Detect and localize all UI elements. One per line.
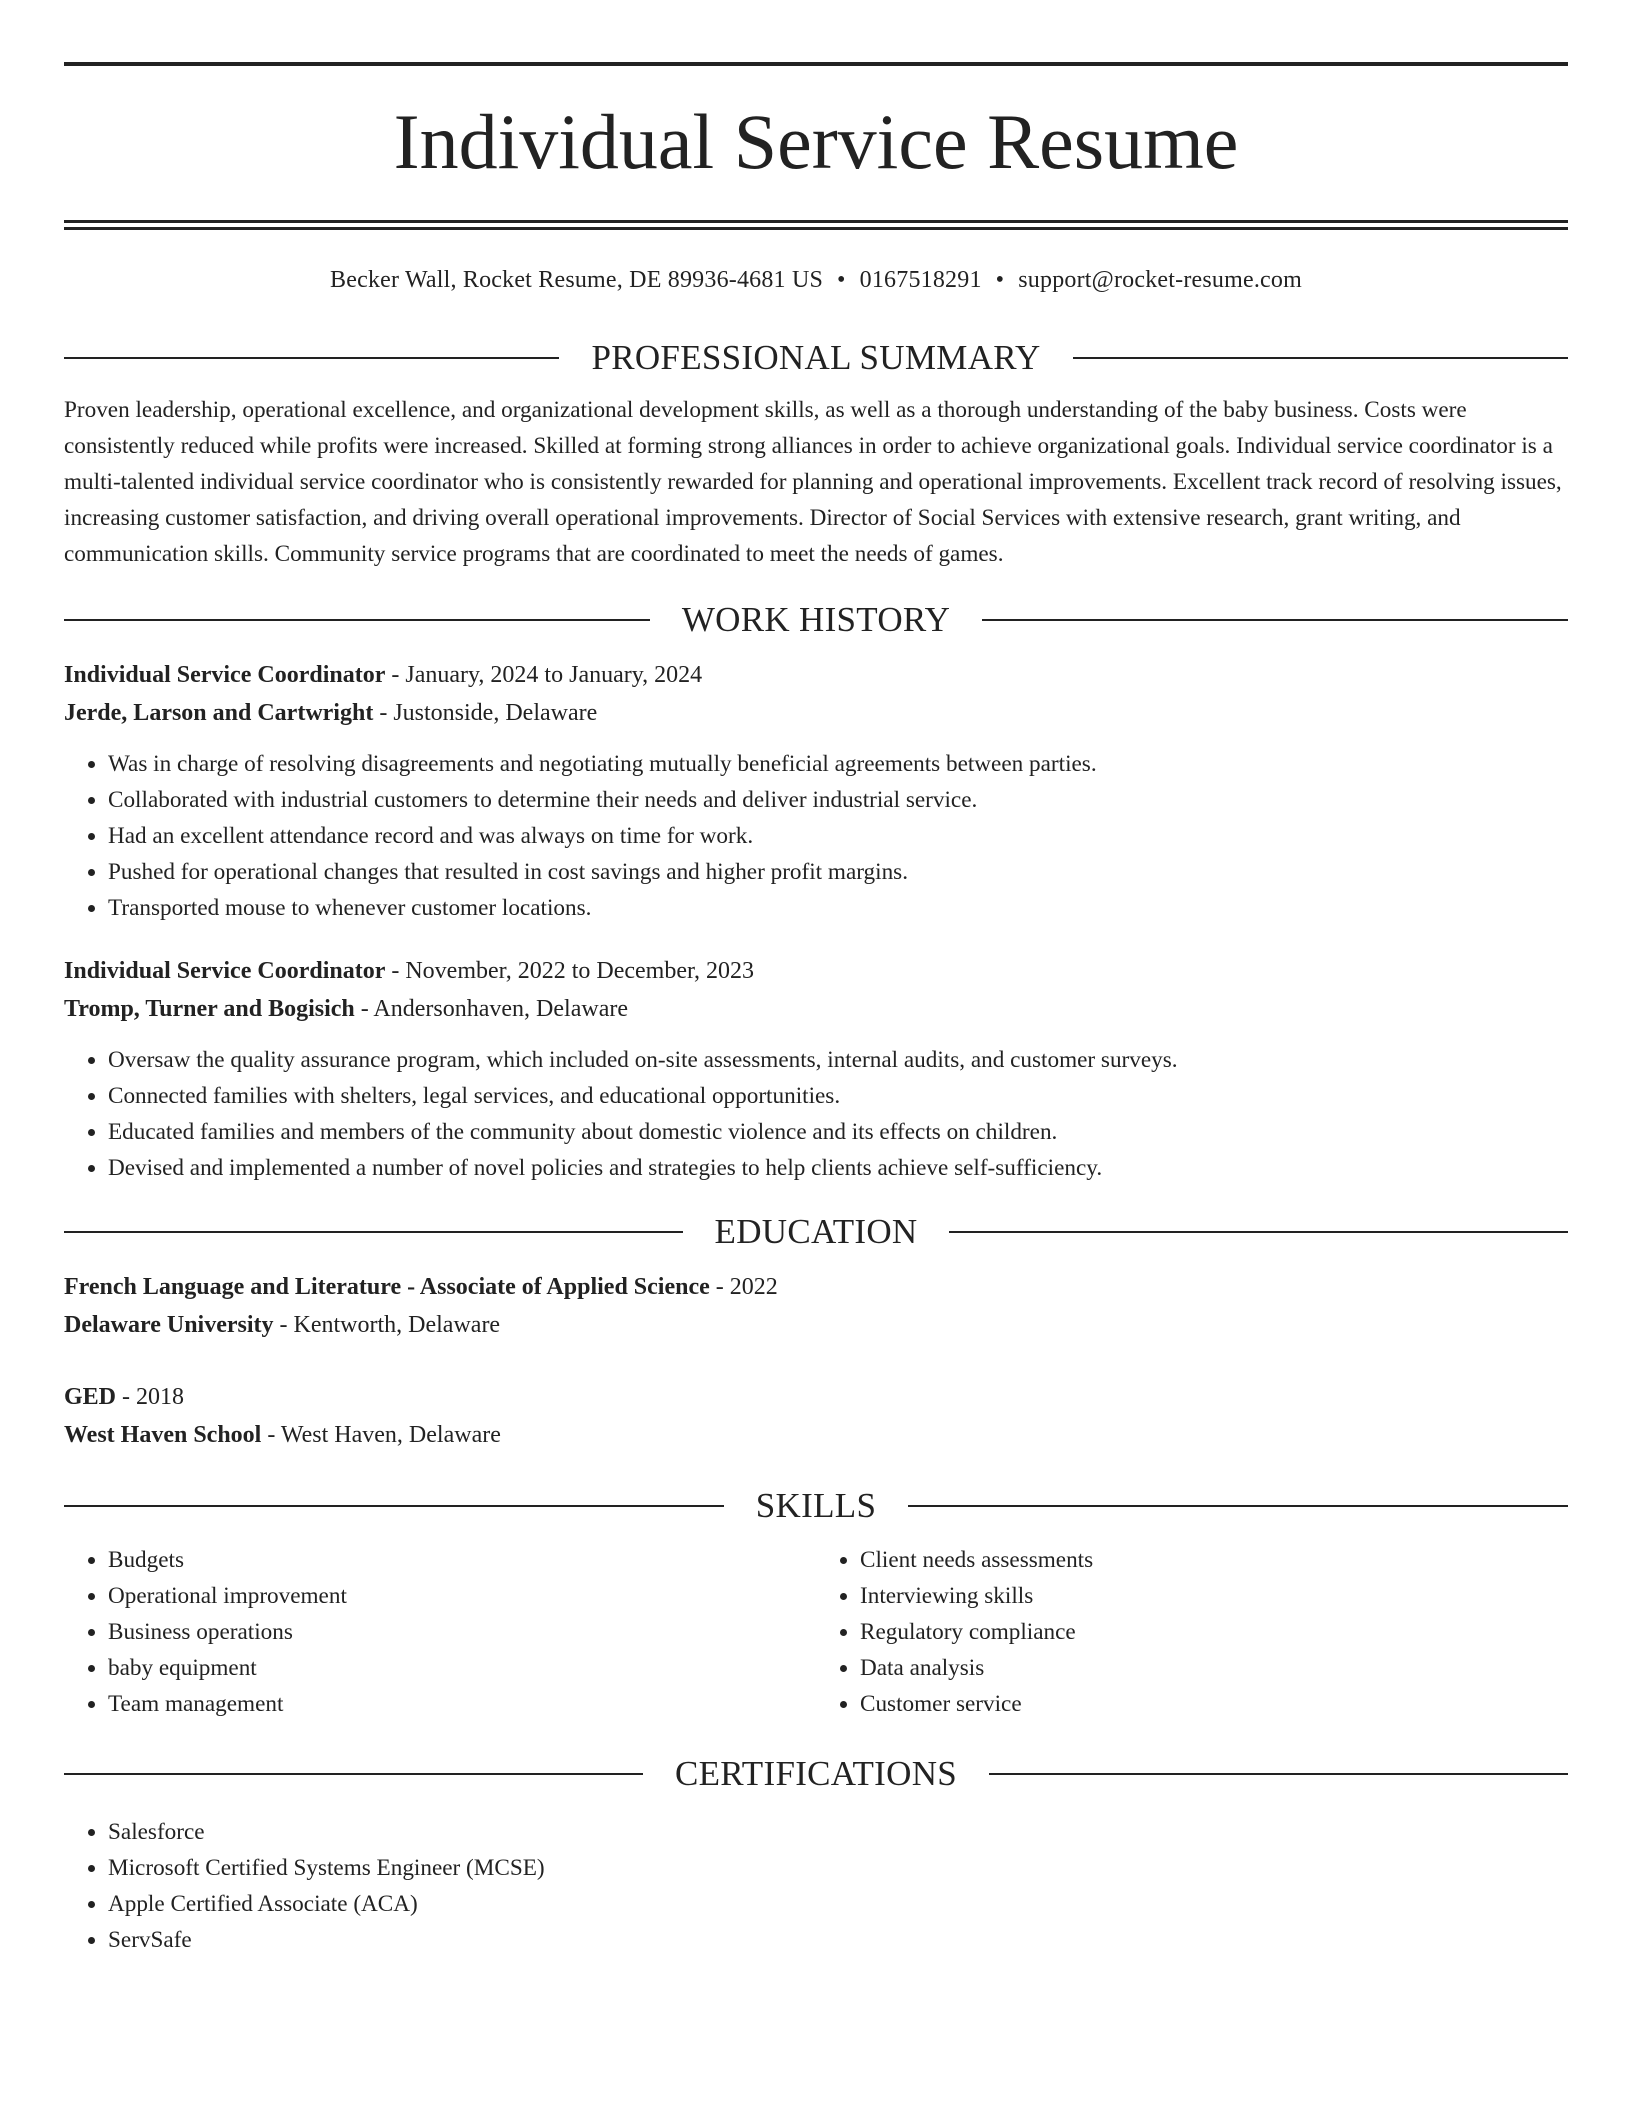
resume-title: Individual Service Resume	[393, 98, 1239, 185]
section-title: PROFESSIONAL SUMMARY	[591, 338, 1041, 377]
top-rule	[64, 62, 1568, 66]
section-title: CERTIFICATIONS	[674, 1754, 958, 1793]
section-heading-skills	[64, 1484, 1568, 1528]
skill-item: • Customer service	[860, 1686, 1568, 1722]
contact-email: support@rocket-resume.com	[1018, 267, 1302, 293]
education-school: Delaware University	[64, 1312, 274, 1338]
section-title: SKILLS	[755, 1486, 877, 1525]
skills-list-right	[816, 1542, 1568, 1722]
job-bullet: • Oversaw the quality assurance program, which included on-site assessments, internal audits, and customer surveys.	[108, 1042, 1568, 1078]
certification-item: • Microsoft Certified Systems Engineer (MCSE)	[108, 1850, 1568, 1886]
contact-address: Becker Wall, Rocket Resume, DE 89936-4681 US	[330, 267, 824, 293]
section-heading-education	[64, 1210, 1568, 1254]
contact-separator: •	[837, 267, 846, 293]
certifications-list	[64, 1814, 1568, 1958]
section-heading-work-history	[64, 598, 1568, 642]
heading-rule	[908, 1505, 1568, 1507]
heading-rule	[64, 1773, 643, 1775]
skill-item: • Team management	[108, 1686, 816, 1722]
skill-item: • baby equipment	[108, 1650, 816, 1686]
contact-phone: 0167518291	[859, 267, 982, 293]
education-year: - 2022	[709, 1274, 778, 1300]
education-degree: GED	[64, 1384, 117, 1410]
section-title: EDUCATION	[714, 1212, 918, 1251]
heading-rule	[64, 619, 650, 621]
heading-rule	[989, 1773, 1568, 1775]
skill-item: • Budgets	[108, 1542, 816, 1578]
certification-item: • ServSafe	[108, 1922, 1568, 1958]
job-company-line	[64, 990, 1568, 1028]
job-dates: - November, 2022 to December, 2023	[385, 958, 754, 984]
education-school-line	[64, 1306, 1568, 1344]
job-bullet: • Pushed for operational changes that resulted in cost savings and higher profit margins.	[108, 854, 1568, 890]
section-heading-certifications	[64, 1752, 1568, 1796]
skills-columns	[64, 1542, 1568, 1722]
job-location: - Andersonhaven, Delaware	[354, 996, 628, 1022]
education-degree: French Language and Literature - Associate of Applied Science	[64, 1274, 710, 1300]
education-entry	[64, 1268, 1568, 1344]
job-bullets	[64, 1042, 1568, 1186]
job-company-line	[64, 694, 1568, 732]
skill-item: • Interviewing skills	[860, 1578, 1568, 1614]
job-bullet: • Had an excellent attendance record and was always on time for work.	[108, 818, 1568, 854]
skill-item: • Client needs assessments	[860, 1542, 1568, 1578]
job-bullets	[64, 746, 1568, 926]
job-bullet: • Devised and implemented a number of novel policies and strategies to help clients achieve self-sufficiency.	[108, 1150, 1568, 1186]
job-company: Tromp, Turner and Bogisich	[64, 996, 355, 1022]
education-school-line	[64, 1416, 1568, 1454]
job-entry	[64, 952, 1568, 1186]
job-title-line	[64, 656, 1568, 694]
education-entry	[64, 1378, 1568, 1454]
job-entry	[64, 656, 1568, 926]
job-bullet: • Educated families and members of the community about domestic violence and its effects on children.	[108, 1114, 1568, 1150]
job-location: - Justonside, Delaware	[373, 700, 598, 726]
job-bullet: • Connected families with shelters, legal services, and educational opportunities.	[108, 1078, 1568, 1114]
education-location: - West Haven, Delaware	[261, 1422, 501, 1448]
job-title-line	[64, 952, 1568, 990]
contact-separator: •	[995, 267, 1005, 293]
skill-item: • Business operations	[108, 1614, 816, 1650]
heading-rule	[949, 1231, 1568, 1233]
heading-rule	[982, 619, 1568, 621]
skill-item: • Data analysis	[860, 1650, 1568, 1686]
heading-rule	[64, 357, 559, 359]
heading-rule	[1073, 357, 1568, 359]
job-title: Individual Service Coordinator	[64, 958, 386, 984]
summary-paragraph: Proven leadership, operational excellence, and organizational development skills, as well as a thorough understanding of the baby business. Costs were consistently reduced while profits were increased. Skilled at forming strong alliances in order to achieve organizational goals. Individual service coordinator is a multi-talented individual service coordinator who is consistently rewarded for planning and operational improvements. Excellent track record of resolving issues, increasing customer satisfaction, and driving overall operational improvements. Director of Social Services with extensive research, grant writing, and communication skills. Community service programs that are coordinated to meet the needs of games.	[64, 397, 1562, 567]
certification-item: • Apple Certified Associate (ACA)	[108, 1886, 1568, 1922]
job-bullet: • Was in charge of resolving disagreements and negotiating mutually beneficial agreements between parties.	[108, 746, 1568, 782]
skills-list-left	[64, 1542, 816, 1722]
education-year: - 2018	[116, 1384, 185, 1410]
job-dates: - January, 2024 to January, 2024	[385, 662, 703, 688]
section-title: WORK HISTORY	[681, 600, 951, 639]
education-school: West Haven School	[64, 1422, 262, 1448]
heading-rule	[64, 1505, 724, 1507]
job-title: Individual Service Coordinator	[64, 662, 386, 688]
job-company: Jerde, Larson and Cartwright	[64, 700, 374, 726]
section-heading-summary	[64, 336, 1568, 380]
certifications-block	[64, 1814, 1568, 1958]
education-degree-line	[64, 1268, 1568, 1306]
education-degree-line	[64, 1378, 1568, 1416]
skill-item: • Regulatory compliance	[860, 1614, 1568, 1650]
job-bullet: • Transported mouse to whenever customer locations.	[108, 890, 1568, 926]
contact-line	[64, 264, 1568, 296]
education-location: - Kentworth, Delaware	[273, 1312, 501, 1338]
heading-rule	[64, 1231, 683, 1233]
certification-item: • Salesforce	[108, 1814, 1568, 1850]
skill-item: • Operational improvement	[108, 1578, 816, 1614]
job-bullet: • Collaborated with industrial customers to determine their needs and deliver industrial service.	[108, 782, 1568, 818]
title-double-rule	[64, 220, 1568, 230]
